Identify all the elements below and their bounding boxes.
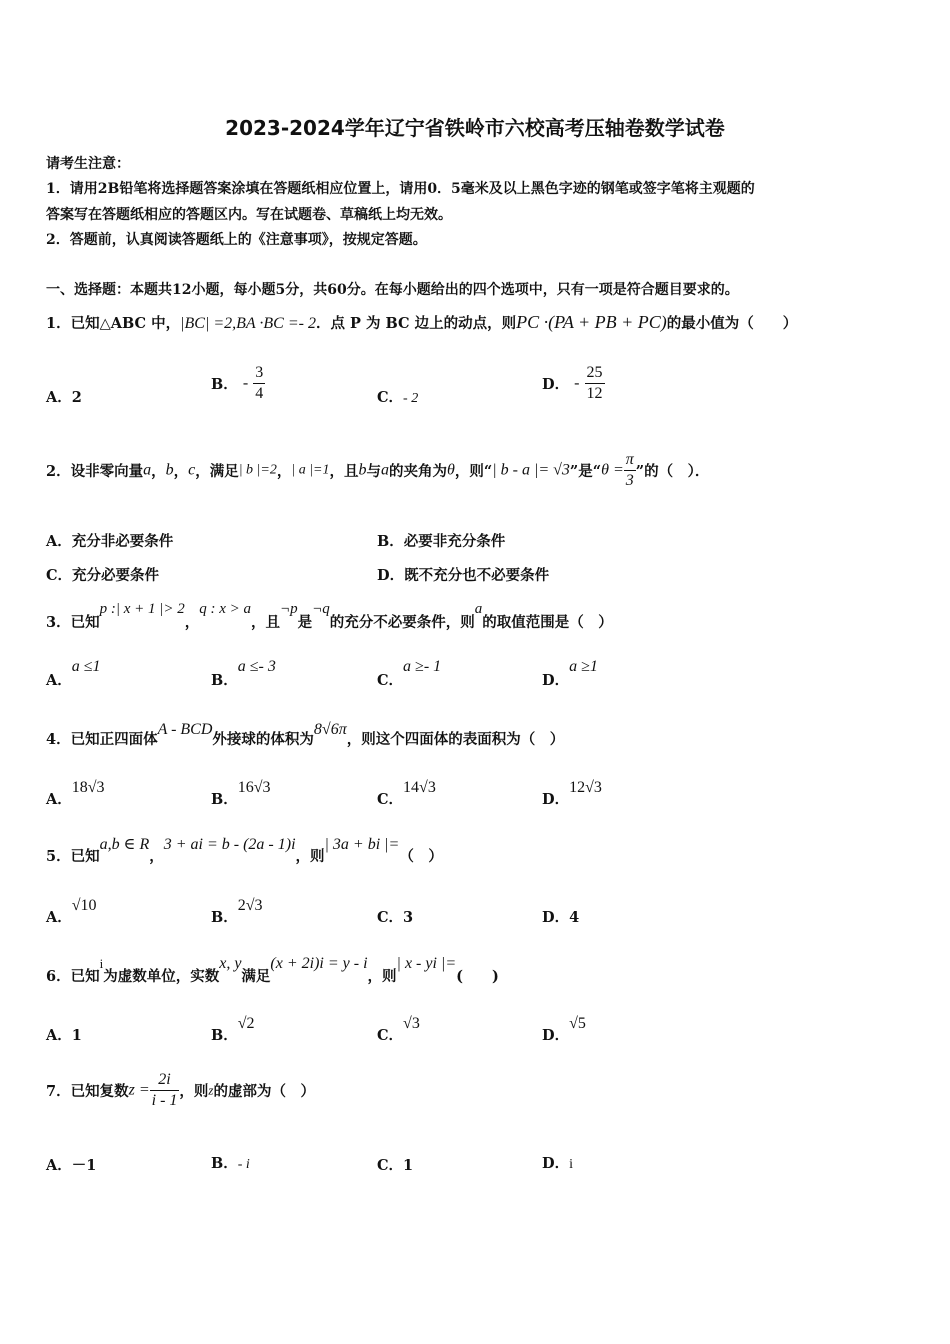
q7-option-c: C．1 — [377, 1157, 414, 1174]
q5-option-c: C．3 — [377, 909, 414, 926]
q7-option-a: A．－1 — [46, 1157, 97, 1174]
question-5: 5．已知a,b ∈ R，3 + ai = b - (2a - 1)i，则| 3a + bi |=（ ） — [46, 836, 443, 865]
q3-option-c: C．a ≥- 1 — [377, 658, 442, 689]
q1-option-a: A．2 — [46, 389, 82, 406]
q5-option-b: B．2√3 — [211, 897, 263, 926]
q7-option-d: D．i — [542, 1155, 573, 1172]
q6-option-d: D．√5 — [542, 1015, 586, 1044]
q4-option-d: D．12√3 — [542, 779, 602, 808]
q2-option-b: B．必要非充分条件 — [377, 533, 506, 550]
q1-condition: |BC| =2,BA ·BC =- 2 — [180, 315, 316, 332]
q1-prefix: 1．已知△ABC 中， — [46, 315, 181, 332]
question-1 — [46, 312, 797, 333]
notice-line-3: 2．答题前，认真阅读答题纸上的《注意事项》，按规定答题。 — [46, 232, 427, 248]
q3-option-b: B．a ≤- 3 — [211, 658, 276, 689]
q1-option-d: D． - $\frac{25}{12}$ — [542, 364, 603, 402]
q2-theta-fraction: $\frac{\pi}{3}$ — [625, 451, 634, 489]
q1-suffix: 的最小值为（ ） — [666, 315, 798, 332]
q4-option-a: A．18√3 — [46, 779, 105, 808]
q3-option-a: A．a ≤1 — [46, 658, 101, 689]
q1-d-fraction: $\frac{25}{12}$ — [586, 364, 603, 402]
q1-option-b: B． - $\frac{3}{4}$ — [211, 364, 264, 402]
question-3: 3．已知p :| x + 1 |> 2，q : x > a，且¬p是¬q的充分不必要条件，则a的取值范围是（ ） — [46, 601, 613, 631]
q7-option-b: B．- i — [211, 1155, 250, 1172]
question-7: 7．已知复数z = $\frac{2i}{i - 1}$ ，则z的虚部为（ ） — [46, 1071, 315, 1109]
notice-line-2: 答案写在答题纸相应的答题区内。写在试题卷、草稿纸上均无效。 — [46, 207, 452, 223]
page-title: 2023-2024学年辽宁省铁岭市六校高考压轴卷数学试卷 — [225, 116, 725, 140]
section-heading: 一、选择题：本题共12小题，每小题5分，共60分。在每小题给出的四个选项中，只有一项是符合题目要求的。 — [46, 282, 739, 298]
q6-option-b: B．√2 — [211, 1015, 255, 1044]
q1-option-c: C．- 2 — [377, 389, 419, 406]
question-2: 2．设非零向量a，b，c，满足| b |=2，| a |=1，且b与a的夹角为θ，则“| b - a |= √3”是“θ = $\frac{\pi}{3}$ ”的（ ）． — [46, 451, 710, 489]
question-4: 4．已知正四面体A - BCD外接球的体积为8√6π，则这个四面体的表面积为（ ） — [46, 721, 565, 748]
q2-option-d: D．既不充分也不必要条件 — [377, 567, 550, 584]
q2-option-c: C．充分必要条件 — [46, 567, 160, 584]
q7-fraction: $\frac{2i}{i - 1}$ — [151, 1071, 178, 1109]
q3-option-d: D．a ≥1 — [542, 658, 598, 689]
q1-b-fraction: $\frac{3}{4}$ — [255, 364, 264, 402]
q1-mid: ．点 P 为 BC 边上的动点，则 — [315, 315, 517, 332]
notice-line-1: 1．请用2B铅笔将选择题答案涂填在答题纸相应位置上，请用0．5毫米及以上黑色字迹的钢笔或签字笔将主观题的 — [46, 181, 755, 197]
q5-option-a: A．√10 — [46, 897, 97, 926]
q4-option-c: C．14√3 — [377, 779, 436, 808]
notice-heading: 请考生注意： — [46, 156, 130, 172]
q2-option-a: A．充分非必要条件 — [46, 533, 174, 550]
q1-expression: PC ·(PA + PB + PC) — [516, 312, 667, 332]
q6-option-a: A．1 — [46, 1027, 82, 1044]
q4-option-b: B．16√3 — [211, 779, 271, 808]
q6-option-c: C．√3 — [377, 1015, 420, 1044]
question-6: 6．已知i为虚数单位，实数x, y满足(x + 2i)i = y - i，则| x - yi |=( ) — [46, 955, 499, 985]
q5-option-d: D．4 — [542, 909, 580, 926]
